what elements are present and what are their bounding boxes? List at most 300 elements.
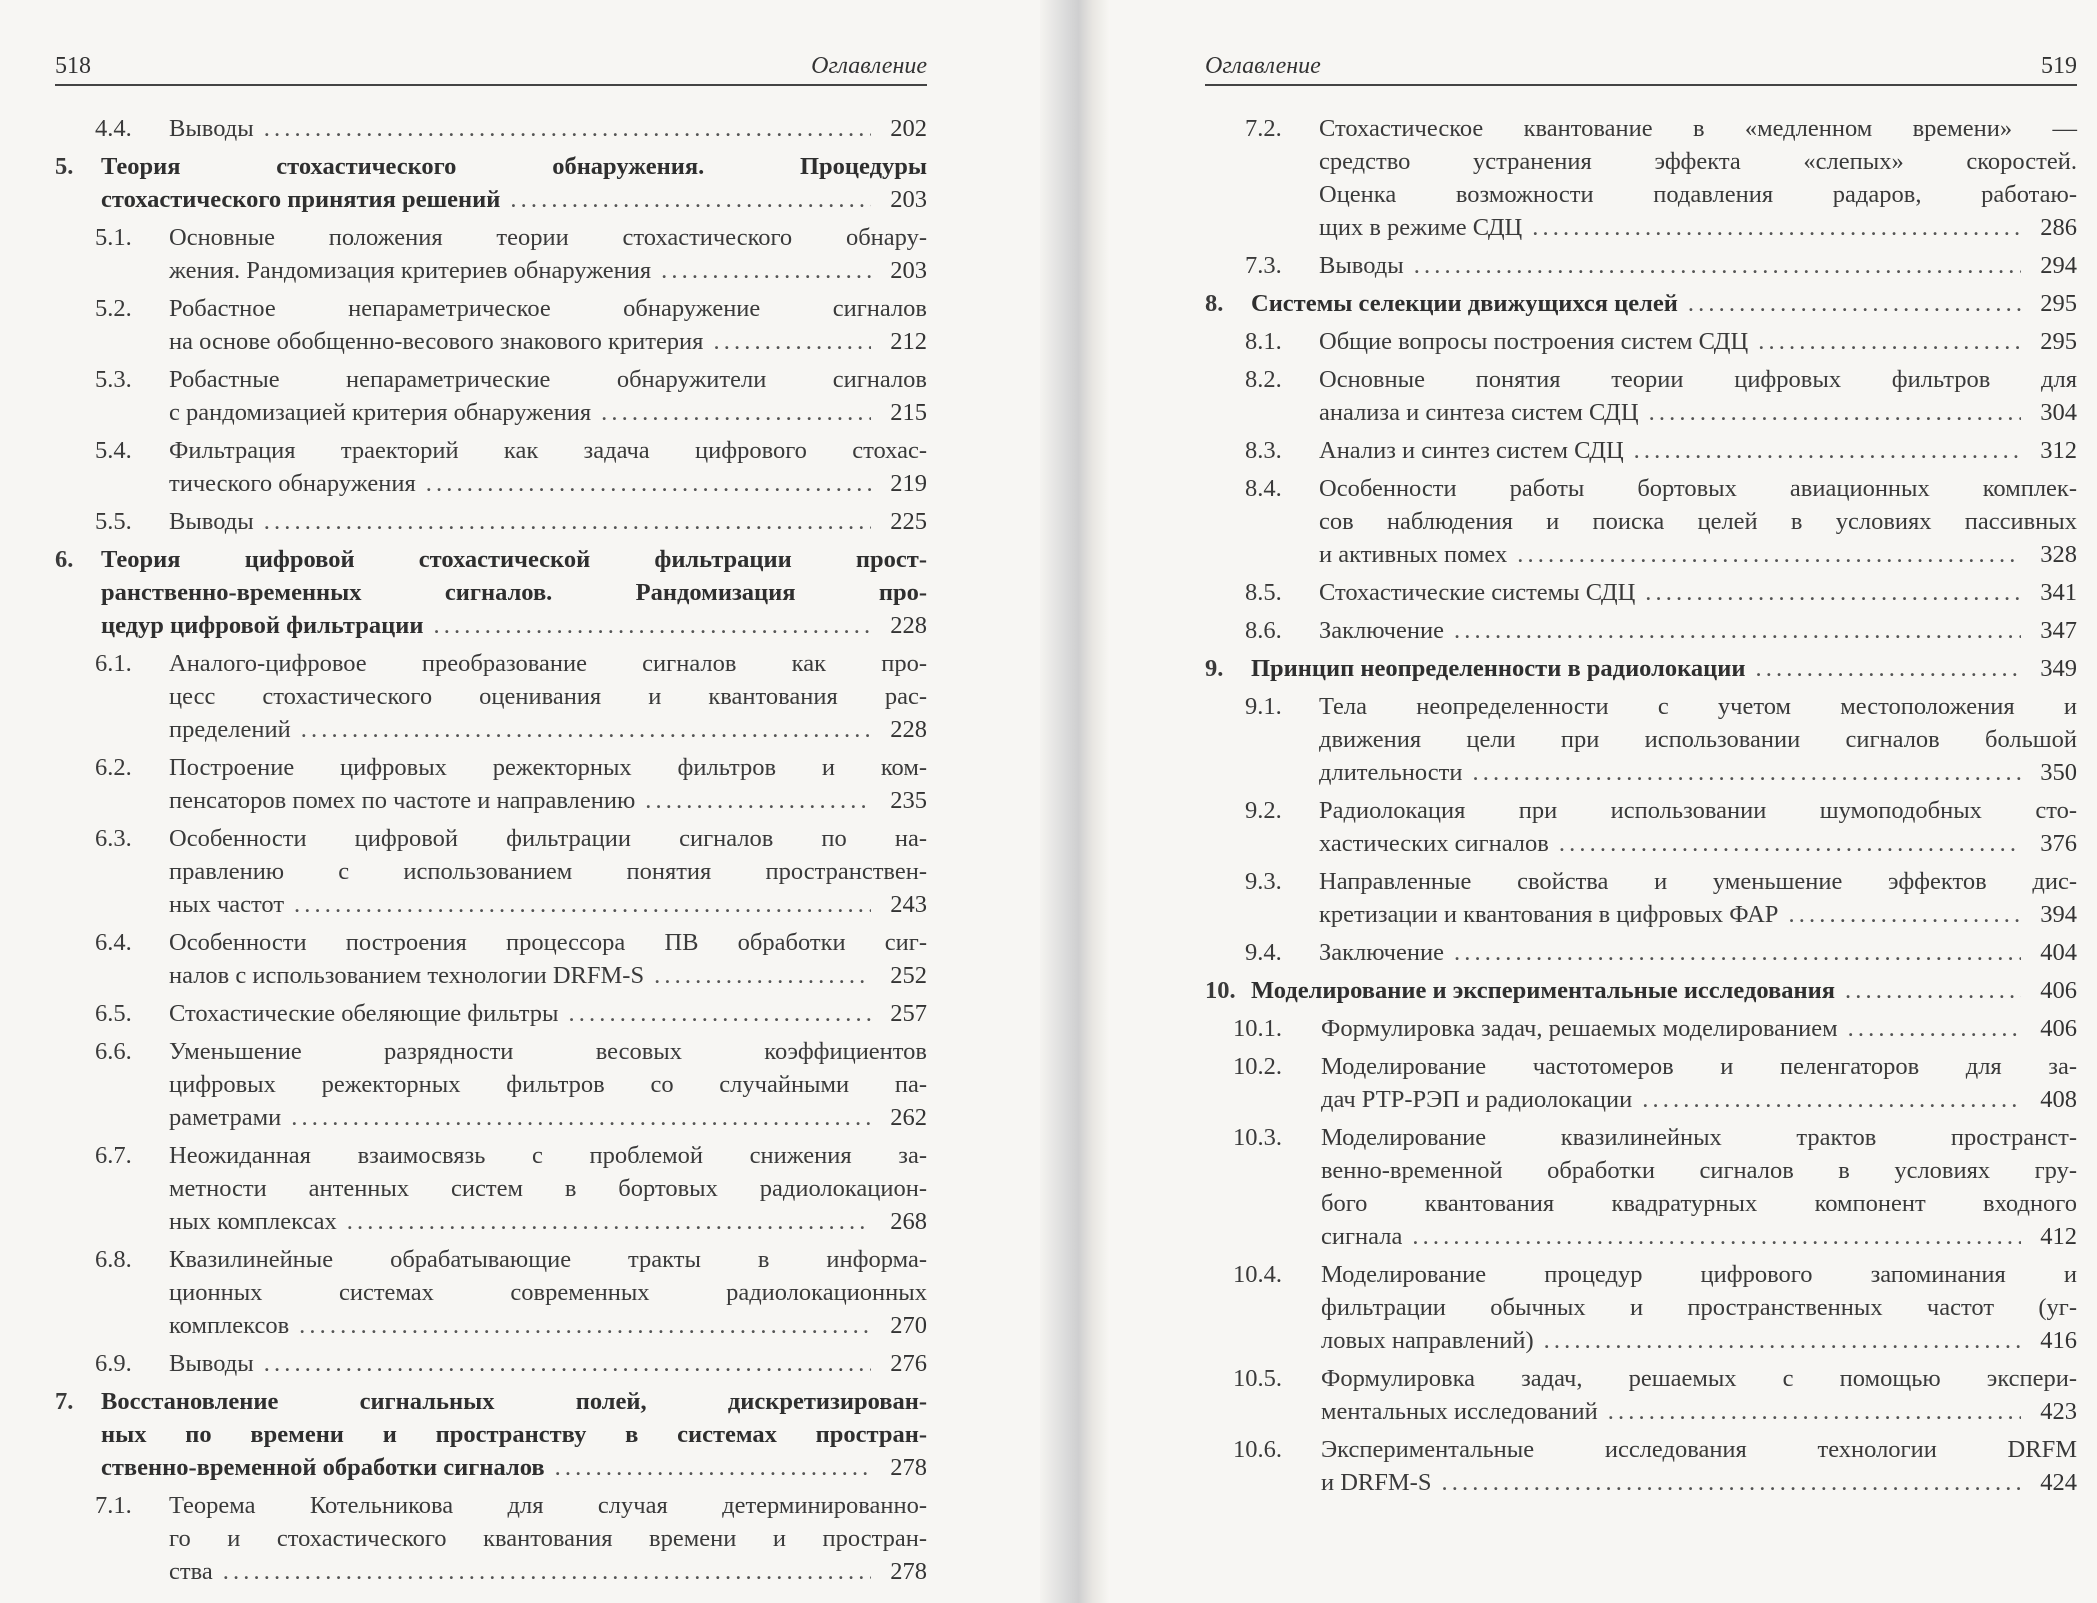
- entry-title: ментальных исследований: [1321, 1398, 1598, 1425]
- entry-page-number: 228: [890, 612, 927, 639]
- toc-section-entry[interactable]: [55, 1035, 927, 1134]
- entry-number: 9.4.: [1245, 939, 1282, 966]
- entry-line: [1319, 112, 2077, 145]
- entry-line: [1319, 211, 2077, 244]
- entry-line: [1321, 1466, 2077, 1499]
- entry-title: Направленные свойства и уменьшение эффектов дис-: [1319, 868, 2077, 895]
- toc-list: [55, 112, 927, 1593]
- entry-line: [101, 183, 927, 216]
- entry-number: 5.2.: [95, 295, 132, 322]
- entry-line: [169, 822, 927, 855]
- entry-page-number: 270: [890, 1312, 927, 1339]
- toc-chapter-entry[interactable]: [55, 1385, 927, 1484]
- entry-line: [1321, 1050, 2077, 1083]
- entry-page-number: 312: [2040, 437, 2077, 464]
- entry-line: [169, 1347, 927, 1380]
- entry-line: [101, 576, 927, 609]
- toc-section-entry[interactable]: [55, 1139, 927, 1238]
- toc-section-entry[interactable]: [1205, 1362, 2077, 1428]
- running-head: [55, 48, 927, 86]
- entry-title: анализа и синтеза систем СДЦ: [1319, 399, 1639, 426]
- entry-title: ранственно-временных сигналов. Рандомизация про-: [101, 579, 927, 606]
- entry-number: 8.4.: [1245, 475, 1282, 502]
- dot-leader: [654, 959, 871, 992]
- entry-title: стохастического принятия решений: [101, 186, 501, 213]
- entry-title: Тела неопределенности с учетом местоположения и: [1319, 693, 2077, 720]
- entry-number: 8.1.: [1245, 328, 1282, 355]
- entry-line: [1321, 1395, 2077, 1428]
- entry-title: ства: [169, 1558, 213, 1585]
- entry-number: 7.2.: [1245, 115, 1282, 142]
- entry-line: [1319, 178, 2077, 211]
- entry-line: [1319, 472, 2077, 505]
- entry-page-number: 276: [890, 1350, 927, 1377]
- running-title: Оглавление: [811, 53, 927, 79]
- dot-leader: [1544, 1324, 2021, 1357]
- entry-number: 10.5.: [1233, 1365, 1282, 1392]
- toc-section-entry[interactable]: [55, 997, 927, 1030]
- dot-leader: [568, 997, 871, 1030]
- entry-line: [1321, 1012, 2077, 1045]
- entry-title: щих в режиме СДЦ: [1319, 214, 1523, 241]
- entry-title: Принцип неопределенности в радиолокации: [1251, 655, 1746, 682]
- toc-section-entry[interactable]: [1205, 472, 2077, 571]
- entry-line: [1319, 576, 2077, 609]
- dot-leader: [1559, 827, 2021, 860]
- entry-title: Формулировка задач, решаемых с помощью экспери-: [1321, 1365, 2077, 1392]
- entry-title: Построение цифровых режекторных фильтров и ком-: [169, 754, 927, 781]
- dot-leader: [713, 325, 871, 358]
- toc-section-entry[interactable]: [1205, 1121, 2077, 1253]
- entry-page-number: 268: [890, 1208, 927, 1235]
- book-spine: [1040, 0, 1110, 1603]
- entry-number: 10.2.: [1233, 1053, 1282, 1080]
- toc-section-entry[interactable]: [1205, 434, 2077, 467]
- entry-title: пенсаторов помех по частоте и направлению: [169, 787, 636, 814]
- entry-title: Неожиданная взаимосвязь с проблемой снижения за-: [169, 1142, 927, 1169]
- entry-number: 6.6.: [95, 1038, 132, 1065]
- entry-title: Теорема Котельникова для случая детерминированно-: [169, 1492, 927, 1519]
- entry-line: [1321, 1324, 2077, 1357]
- entry-title: фильтрации обычных и пространственных частот (уг-: [1321, 1294, 2077, 1321]
- dot-leader: [264, 505, 871, 538]
- dot-leader: [1441, 1466, 2021, 1499]
- entry-line: [1319, 794, 2077, 827]
- entry-title: на основе обобщенно-весового знакового критерия: [169, 328, 704, 355]
- toc-section-entry[interactable]: [55, 926, 927, 992]
- entry-line: [1321, 1258, 2077, 1291]
- entry-title: Оценка возможности подавления радаров, работаю-: [1319, 181, 2077, 208]
- entry-title: Стохастические системы СДЦ: [1319, 579, 1636, 606]
- entry-number: 9.: [1205, 655, 1224, 682]
- toc-section-entry[interactable]: [55, 363, 927, 429]
- entry-title: ственно-временной обработки сигналов: [101, 1454, 545, 1481]
- entry-title: Системы селекции движущихся целей: [1251, 290, 1678, 317]
- entry-line: [169, 647, 927, 680]
- entry-title: с рандомизацией критерия обнаружения: [169, 399, 592, 426]
- entry-title: пределений: [169, 716, 291, 743]
- dot-leader: [1649, 396, 2021, 429]
- entry-number: 6.1.: [95, 650, 132, 677]
- entry-line: [169, 959, 927, 992]
- entry-page-number: 262: [890, 1104, 927, 1131]
- toc-section-entry[interactable]: [55, 1489, 927, 1588]
- entry-line: [1251, 287, 2077, 320]
- entry-page-number: 341: [2040, 579, 2077, 606]
- entry-number: 8.6.: [1245, 617, 1282, 644]
- entry-title: ных частот: [169, 891, 285, 918]
- entry-page-number: 408: [2040, 1086, 2077, 1113]
- entry-title: жения. Рандомизация критериев обнаружения: [169, 257, 652, 284]
- entry-line: [1319, 145, 2077, 178]
- dot-leader: [1454, 614, 2021, 647]
- toc-section-entry[interactable]: [1205, 363, 2077, 429]
- entry-title: Выводы: [1319, 252, 1404, 279]
- entry-line: [1321, 1187, 2077, 1220]
- entry-line: [1321, 1121, 2077, 1154]
- entry-line: [1319, 249, 2077, 282]
- entry-number: 5.: [55, 153, 74, 180]
- entry-title: средство устранения эффекта «слепых» скоростей.: [1319, 148, 2077, 175]
- entry-line: [1319, 756, 2077, 789]
- dot-leader: [433, 609, 871, 642]
- dot-leader: [1454, 936, 2021, 969]
- entry-line: [169, 1205, 927, 1238]
- toc-section-entry[interactable]: [55, 822, 927, 921]
- entry-line: [1321, 1362, 2077, 1395]
- entry-line: [1319, 614, 2077, 647]
- dot-leader: [223, 1555, 871, 1588]
- dot-leader: [264, 1347, 871, 1380]
- entry-line: [169, 888, 927, 921]
- entry-number: 8.5.: [1245, 579, 1282, 606]
- toc-section-entry[interactable]: [1205, 794, 2077, 860]
- entry-line: [169, 1522, 927, 1555]
- running-head: [1205, 48, 2077, 86]
- entry-line: [169, 997, 927, 1030]
- entry-title: налов с использованием технологии DRFM-S: [169, 962, 645, 989]
- dot-leader: [1688, 287, 2021, 320]
- entry-line: [169, 434, 927, 467]
- running-title: Оглавление: [1205, 53, 1321, 79]
- entry-title: Уменьшение разрядности весовых коэффициентов: [169, 1038, 927, 1065]
- entry-number: 9.2.: [1245, 797, 1282, 824]
- toc-section-entry[interactable]: [1205, 1050, 2077, 1116]
- toc-chapter-entry[interactable]: [1205, 974, 2077, 1007]
- dot-leader: [294, 888, 871, 921]
- entry-page-number: 295: [2040, 328, 2077, 355]
- entry-line: [1321, 1083, 2077, 1116]
- entry-title: Особенности построения процессора ПВ обработки сиг-: [169, 929, 927, 956]
- dot-leader: [1517, 538, 2021, 571]
- dot-leader: [510, 183, 871, 216]
- entry-line: [169, 1489, 927, 1522]
- entry-page-number: 349: [2040, 655, 2077, 682]
- toc-section-entry[interactable]: [55, 647, 927, 746]
- entry-page-number: 424: [2040, 1469, 2077, 1496]
- entry-line: [1319, 723, 2077, 756]
- toc-section-entry[interactable]: [55, 1347, 927, 1380]
- toc-section-entry[interactable]: [55, 292, 927, 358]
- entry-number: 10.1.: [1233, 1015, 1282, 1042]
- entry-title: хастических сигналов: [1319, 830, 1549, 857]
- entry-title: Восстановление сигнальных полей, дискретизирован-: [101, 1388, 927, 1415]
- entry-number: 10.6.: [1233, 1436, 1282, 1463]
- entry-title: Выводы: [169, 1350, 254, 1377]
- entry-page-number: 294: [2040, 252, 2077, 279]
- entry-number: 6.5.: [95, 1000, 132, 1027]
- entry-line: [1319, 434, 2077, 467]
- dot-leader: [1758, 325, 2021, 358]
- entry-number: 8.2.: [1245, 366, 1282, 393]
- entry-line: [1319, 538, 2077, 571]
- entry-line: [169, 254, 927, 287]
- entry-title: длительности: [1319, 759, 1463, 786]
- entry-line: [169, 713, 927, 746]
- entry-title: Анализ и синтез систем СДЦ: [1319, 437, 1624, 464]
- dot-leader: [1608, 1395, 2021, 1428]
- entry-title: Заключение: [1319, 939, 1444, 966]
- toc-section-entry[interactable]: [55, 434, 927, 500]
- toc-chapter-entry[interactable]: [1205, 287, 2077, 320]
- entry-page-number: 406: [2040, 977, 2077, 1004]
- entry-title: Теория стохастического обнаружения. Процедуры: [101, 153, 927, 180]
- toc-section-entry[interactable]: [55, 221, 927, 287]
- entry-page-number: 328: [2040, 541, 2077, 568]
- entry-page-number: 423: [2040, 1398, 2077, 1425]
- entry-number: 10.4.: [1233, 1261, 1282, 1288]
- entry-page-number: 394: [2040, 901, 2077, 928]
- entry-number: 5.5.: [95, 508, 132, 535]
- toc-section-entry[interactable]: [1205, 325, 2077, 358]
- dot-leader: [1848, 1012, 2021, 1045]
- entry-page-number: 278: [890, 1558, 927, 1585]
- toc-section-entry[interactable]: [1205, 249, 2077, 282]
- dot-leader: [601, 396, 871, 429]
- entry-page-number: 252: [890, 962, 927, 989]
- entry-number: 8.3.: [1245, 437, 1282, 464]
- entry-page-number: 350: [2040, 759, 2077, 786]
- entry-number: 10.: [1205, 977, 1236, 1004]
- entry-page-number: 243: [890, 891, 927, 918]
- entry-line: [169, 505, 927, 538]
- entry-line: [169, 467, 927, 500]
- entry-title: Радиолокация при использовании шумоподобных сто-: [1319, 797, 2077, 824]
- toc-section-entry[interactable]: [1205, 1012, 2077, 1045]
- entry-page-number: 235: [890, 787, 927, 814]
- entry-line: [1321, 1433, 2077, 1466]
- entry-line: [169, 363, 927, 396]
- toc-section-entry[interactable]: [1205, 576, 2077, 609]
- entry-number: 6.9.: [95, 1350, 132, 1377]
- entry-title: Выводы: [169, 115, 254, 142]
- entry-title: цифровых режекторных фильтров со случайными па-: [169, 1071, 927, 1098]
- entry-title: и активных помех: [1319, 541, 1508, 568]
- entry-line: [169, 292, 927, 325]
- dot-leader: [1412, 1220, 2021, 1253]
- entry-title: бого квантования квадратурных компонент входного: [1321, 1190, 2077, 1217]
- left-page: [0, 0, 1040, 1603]
- entry-page-number: 286: [2040, 214, 2077, 241]
- entry-line: [169, 1172, 927, 1205]
- entry-title: ловых направлений): [1321, 1327, 1534, 1354]
- entry-line: [1319, 396, 2077, 429]
- entry-page-number: 203: [890, 186, 927, 213]
- entry-page-number: 404: [2040, 939, 2077, 966]
- entry-title: Формулировка задач, решаемых моделированием: [1321, 1015, 1838, 1042]
- entry-number: 4.4.: [95, 115, 132, 142]
- entry-line: [169, 1068, 927, 1101]
- entry-number: 7.1.: [95, 1492, 132, 1519]
- entry-page-number: 203: [890, 257, 927, 284]
- entry-title: тического обнаружения: [169, 470, 416, 497]
- entry-line: [169, 1243, 927, 1276]
- dot-leader: [661, 254, 871, 287]
- entry-number: 6.7.: [95, 1142, 132, 1169]
- entry-line: [101, 609, 927, 642]
- toc-section-entry[interactable]: [1205, 1258, 2077, 1357]
- entry-number: 6.8.: [95, 1246, 132, 1273]
- dot-leader: [1642, 1083, 2021, 1116]
- toc-chapter-entry[interactable]: [1205, 652, 2077, 685]
- entry-title: дач РТР-РЭП и радиолокации: [1321, 1086, 1633, 1113]
- entry-line: [169, 112, 927, 145]
- toc-chapter-entry[interactable]: [55, 150, 927, 216]
- entry-title: Моделирование процедур цифрового запоминания и: [1321, 1261, 2077, 1288]
- toc-section-entry[interactable]: [55, 751, 927, 817]
- entry-number: 8.: [1205, 290, 1224, 317]
- toc-section-entry[interactable]: [1205, 614, 2077, 647]
- dot-leader: [1788, 898, 2021, 931]
- dot-leader: [299, 1309, 871, 1342]
- entry-title: Заключение: [1319, 617, 1444, 644]
- entry-page-number: 257: [890, 1000, 927, 1027]
- entry-page-number: 228: [890, 716, 927, 743]
- entry-number: 6.4.: [95, 929, 132, 956]
- entry-title: ционных системах современных радиолокационных: [169, 1279, 927, 1306]
- entry-page-number: 202: [890, 115, 927, 142]
- entry-title: Стохастическое квантование в «медленном времени» —: [1319, 115, 2077, 142]
- entry-title: венно-временной обработки сигналов в условиях гру-: [1321, 1157, 2077, 1184]
- dot-leader: [426, 467, 871, 500]
- entry-title: комплексов: [169, 1312, 290, 1339]
- toc-section-entry[interactable]: [1205, 865, 2077, 931]
- entry-line: [169, 784, 927, 817]
- entry-title: Квазилинейные обрабатывающие тракты в информа-: [169, 1246, 927, 1273]
- entry-title: ных по времени и пространству в системах простран-: [101, 1421, 927, 1448]
- toc-section-entry[interactable]: [1205, 112, 2077, 244]
- entry-line: [169, 855, 927, 888]
- entry-title: Выводы: [169, 508, 254, 535]
- entry-title: Стохастические обеляющие фильтры: [169, 1000, 559, 1027]
- entry-line: [101, 1385, 927, 1418]
- page-number: 518: [55, 53, 91, 79]
- entry-line: [1321, 1220, 2077, 1253]
- entry-title: Моделирование частотомеров и пеленгаторов для за-: [1321, 1053, 2077, 1080]
- entry-title: метности антенных систем в бортовых радиолокацион-: [169, 1175, 927, 1202]
- dot-leader: [1472, 756, 2021, 789]
- entry-line: [169, 1035, 927, 1068]
- dot-leader: [1845, 974, 2021, 1007]
- entry-line: [1251, 652, 2077, 685]
- entry-line: [169, 1139, 927, 1172]
- entry-page-number: 215: [890, 399, 927, 426]
- toc-chapter-entry[interactable]: [55, 543, 927, 642]
- toc-section-entry[interactable]: [1205, 1433, 2077, 1499]
- dot-leader: [264, 112, 871, 145]
- entry-title: Особенности работы бортовых авиационных комплек-: [1319, 475, 2077, 502]
- entry-number: 9.1.: [1245, 693, 1282, 720]
- entry-number: 7.: [55, 1388, 74, 1415]
- page-number: 519: [2041, 53, 2077, 79]
- entry-title: Фильтрация траекторий как задача цифрового стохас-: [169, 437, 927, 464]
- entry-line: [1251, 974, 2077, 1007]
- entry-page-number: 376: [2040, 830, 2077, 857]
- dot-leader: [1634, 434, 2021, 467]
- toc-section-entry[interactable]: [55, 1243, 927, 1342]
- entry-title: цесс стохастического оценивания и квантования рас-: [169, 683, 927, 710]
- entry-page-number: 225: [890, 508, 927, 535]
- toc-list: [1205, 112, 2077, 1504]
- entry-page-number: 347: [2040, 617, 2077, 644]
- entry-page-number: 278: [890, 1454, 927, 1481]
- entry-title: кретизации и квантования в цифровых ФАР: [1319, 901, 1779, 928]
- entry-line: [169, 751, 927, 784]
- entry-title: раметрами: [169, 1104, 282, 1131]
- entry-number: 6.2.: [95, 754, 132, 781]
- toc-section-entry[interactable]: [55, 112, 927, 145]
- entry-line: [101, 150, 927, 183]
- entry-line: [1319, 325, 2077, 358]
- entry-page-number: 406: [2040, 1015, 2077, 1042]
- entry-line: [1319, 827, 2077, 860]
- entry-title: движения цели при использовании сигналов большой: [1319, 726, 2077, 753]
- entry-title: Экспериментальные исследования технологии DRFM: [1321, 1436, 2077, 1463]
- dot-leader: [555, 1451, 871, 1484]
- dot-leader: [347, 1205, 871, 1238]
- entry-line: [1319, 898, 2077, 931]
- entry-line: [169, 396, 927, 429]
- dot-leader: [1414, 249, 2021, 282]
- entry-title: Теория цифровой стохастической фильтрации прост-: [101, 546, 927, 573]
- entry-line: [1319, 936, 2077, 969]
- dot-leader: [1755, 652, 2021, 685]
- entry-title: Робастные непараметрические обнаружители сигналов: [169, 366, 927, 393]
- entry-title: Основные понятия теории цифровых фильтров для: [1319, 366, 2077, 393]
- entry-number: 6.3.: [95, 825, 132, 852]
- entry-line: [101, 543, 927, 576]
- entry-page-number: 304: [2040, 399, 2077, 426]
- toc-section-entry[interactable]: [55, 505, 927, 538]
- entry-line: [169, 926, 927, 959]
- entry-title: Робастное непараметрическое обнаружение сигналов: [169, 295, 927, 322]
- entry-line: [1321, 1291, 2077, 1324]
- entry-number: 6.: [55, 546, 74, 573]
- entry-number: 5.3.: [95, 366, 132, 393]
- entry-line: [1321, 1154, 2077, 1187]
- entry-line: [1319, 505, 2077, 538]
- dot-leader: [1645, 576, 2021, 609]
- toc-section-entry[interactable]: [1205, 936, 2077, 969]
- dot-leader: [645, 784, 871, 817]
- dot-leader: [301, 713, 871, 746]
- entry-line: [101, 1451, 927, 1484]
- entry-title: Моделирование и экспериментальные исследования: [1251, 977, 1835, 1004]
- entry-title: Общие вопросы построения систем СДЦ: [1319, 328, 1749, 355]
- toc-section-entry[interactable]: [1205, 690, 2077, 789]
- entry-line: [169, 1276, 927, 1309]
- entry-line: [169, 1101, 927, 1134]
